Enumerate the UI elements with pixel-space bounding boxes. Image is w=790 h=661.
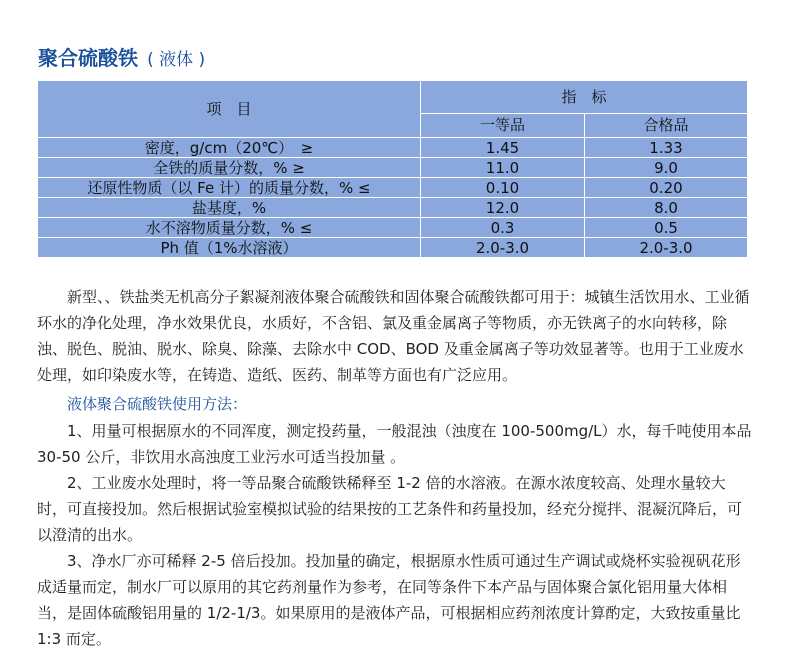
row-name: Ph 值（1%水溶液）: [38, 238, 421, 258]
table-row: [38, 138, 748, 158]
row-value-qualified: 0.5: [585, 218, 748, 238]
table-row: [38, 198, 748, 218]
row-value-first: 11.0: [421, 158, 585, 178]
grade-first-header: 一等品: [421, 113, 585, 137]
table-row: [38, 158, 748, 178]
spec-table: [37, 80, 748, 258]
row-value-first: 2.0-3.0: [421, 238, 585, 258]
row-value-first: 1.45: [421, 138, 585, 158]
table-header-row: [38, 81, 748, 114]
row-name: 全铁的质量分数，% ≥: [38, 158, 421, 178]
product-title-sub: ( 液体 ): [147, 50, 206, 70]
usage-step-3: 3、净水厂亦可稀释 2-5 倍后投加。投加量的确定，根据原水性质可通过生产调试或烧杯实验视矾花形成适量而定，制水厂可以原用的其它药剂量作为参考，在同等条件下本产品与固体聚合氯化铝用量大体相当，是固体硫酸铝用量的 1/2-1/3。如果原用的是液体产品，可根据相应药剂浓度计算酌定，大致按重量比 1:3 而定。: [37, 552, 741, 648]
usage-step-1: 1、用量可根据原水的不同浑度，测定投药量，一般混浊（浊度在 100-500mg/L）水，每千吨使用本品 30-50 公斤，非饮用水高浊度工业污水可适当投加量 。: [37, 422, 752, 466]
row-value-qualified: 2.0-3.0: [585, 238, 748, 258]
row-name: 水不溶物质量分数，% ≤: [38, 218, 421, 238]
row-value-qualified: 1.33: [585, 138, 748, 158]
row-name: 密度，g/cm（20℃） ≥: [38, 138, 421, 158]
row-value-first: 0.3: [421, 218, 585, 238]
row-value-qualified: 8.0: [585, 198, 748, 218]
item-header: 项 目: [38, 81, 421, 138]
row-value-first: 12.0: [421, 198, 585, 218]
usage-heading: 液体聚合硫酸铁使用方法：: [67, 395, 248, 413]
table-row: [38, 218, 748, 238]
product-title: [38, 42, 205, 71]
usage-step-2: 2、工业废水处理时，将一等品聚合硫酸铁稀释至 1-2 倍的水溶液。在源水浓度较高、处理水量较大时，可直接投加。然后根据试验室模拟试验的结果按的工艺条件和药量投加，经充分搅拌、混凝沉降后，可以澄清的出水。: [37, 474, 743, 544]
indicator-header: 指 标: [421, 81, 748, 114]
row-value-qualified: 9.0: [585, 158, 748, 178]
row-name: 盐基度，%: [38, 198, 421, 218]
row-name: 还原性物质（以 Fe 计）的质量分数，% ≤: [38, 178, 421, 198]
table-row: [38, 238, 748, 258]
row-value-qualified: 0.20: [585, 178, 748, 198]
product-title-main: 聚合硫酸铁: [38, 46, 138, 70]
grade-qualified-header: 合格品: [585, 113, 748, 137]
intro-paragraph: 新型、、铁盐类无机高分子絮凝剂液体聚合硫酸铁和固体聚合硫酸铁都可用于：城镇生活饮用水、工业循环水的净化处理，净水效果优良，水质好，不含铝、氯及重金属离子等物质，亦无铁离子的水向转移，除浊、脱色、脱油、脱水、除臭、除藻、去除水中 COD、BOD 及重金属离子等功效显著等。也用于工业废水处理，如印染废水等，在铸造、造纸、医药、制革等方面也有广泛应用。: [37, 288, 750, 384]
row-value-first: 0.10: [421, 178, 585, 198]
table-row: [38, 178, 748, 198]
